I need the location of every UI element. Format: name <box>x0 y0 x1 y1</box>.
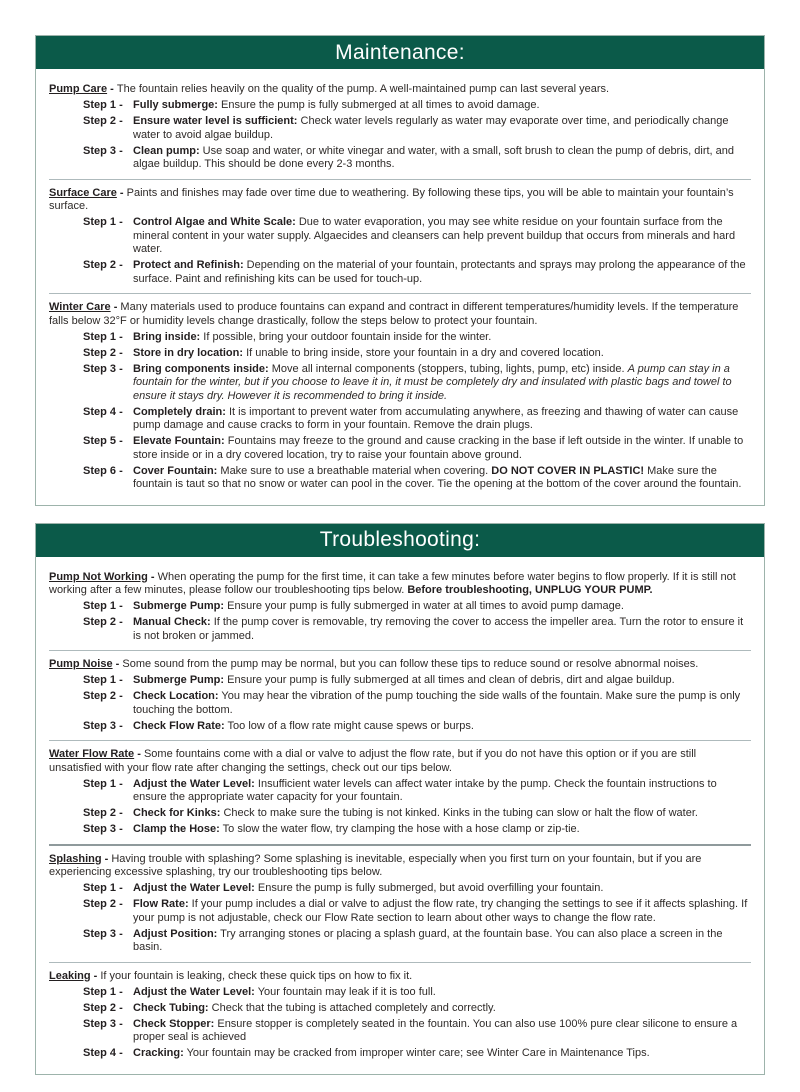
step-label: Step 1 - <box>83 674 123 686</box>
step-row <box>49 406 751 433</box>
intro-text-segment: Before troubleshooting, UNPLUG YOUR PUMP. <box>407 584 653 596</box>
step-text-segment: Completely drain: <box>133 405 226 418</box>
step-text-segment: Move all internal components (stoppers, tubing, lights, pump, etc) inside. <box>268 362 628 375</box>
step-text <box>133 674 751 688</box>
step-text-segment: It is important to prevent water from accumulating anywhere, as freezing and thawing of water can cause pump damage and cause cracks to form in your fountain. Remove the drain plugs. <box>133 405 739 431</box>
topic-intro <box>49 853 751 880</box>
step-text-segment: Ensure your pump is fully submerged at all times and clean of debris, dirt and algae buildup. <box>224 674 675 686</box>
step-text-segment: Your fountain may be cracked from improper winter care; see Winter Care in Maintenance Tips. <box>183 1047 650 1059</box>
step-label: Step 1 - <box>83 985 123 998</box>
step-label: Step 3 - <box>83 927 123 940</box>
step-text-segment: Store in dry location: <box>133 346 244 359</box>
topic-divider <box>49 962 751 963</box>
step-text <box>133 986 751 1000</box>
step-row <box>49 778 751 805</box>
intro-text-segment: - <box>107 83 117 95</box>
step-text-segment: Make sure to use a breathable material when covering. <box>217 464 492 477</box>
step-text-segment: To slow the water flow, try clamping the hose with a hose clamp or zip-tie. <box>219 823 580 835</box>
step-text <box>133 406 751 433</box>
step-text-segment: Protect and Refinish: <box>133 259 244 271</box>
step-text-segment: Ensure the pump is fully submerged at all times to avoid damage. <box>217 99 540 111</box>
step-text <box>133 928 751 955</box>
step-text-segment: Due to water evaporation, you may see white residue on your fountain surface from the mineral content in your water supply. Algaecides and cleansers can help prevent buildup that occurs from minerals and hard water. <box>133 216 736 255</box>
topic-heading: Pump Not Working <box>49 570 148 583</box>
step-label: Step 1 - <box>83 330 123 343</box>
step-label: Step 2 - <box>83 616 123 628</box>
step-text-segment: Bring inside: <box>133 330 201 343</box>
panel-title: Troubleshooting: <box>319 528 481 551</box>
step-text <box>133 363 751 404</box>
step-text-segment: If unable to bring inside, store your fountain in a dry and covered location. <box>243 346 604 359</box>
step-text-segment: Ensure stopper is completely seated in the fountain. You can also use 100% pure clear silicone to ensure a proper seal is achieved <box>133 1017 738 1043</box>
intro-text-segment: - <box>90 969 101 982</box>
step-text <box>133 720 751 734</box>
step-text-segment: Cover Fountain: <box>133 464 218 477</box>
topic-divider <box>49 179 751 180</box>
step-text <box>133 616 751 643</box>
step-label: Step 3 - <box>83 719 123 732</box>
step-text-segment: Ensure your pump is fully submerged in water at all times to avoid pump damage. <box>224 600 624 612</box>
topic-intro <box>49 658 751 672</box>
intro-text-segment: If your fountain is leaking, check these quick tips on how to fix it. <box>100 969 413 982</box>
step-label: Step 2 - <box>83 690 123 702</box>
intro-text-segment: - <box>134 748 144 760</box>
step-row <box>49 216 751 257</box>
step-text-segment: Cracking: <box>133 1047 184 1059</box>
step-text <box>133 435 751 462</box>
step-text-segment: Adjust the Water Level: <box>133 777 255 790</box>
step-text-segment: Submerge Pump: <box>133 674 225 686</box>
topic-leaking <box>49 970 751 1061</box>
step-text-segment: If possible, bring your outdoor fountain inside for the winter. <box>200 330 492 343</box>
step-row <box>49 465 751 492</box>
step-text-segment: DO NOT COVER IN PLASTIC! <box>491 464 645 477</box>
step-row <box>49 986 751 1000</box>
step-text-segment: Depending on the material of your fountain, protectants and sprays may prolong the appearance of the surface. Paint and refinishing kits can be used for touch-up. <box>133 259 746 285</box>
step-text <box>133 778 751 805</box>
step-text <box>133 331 751 345</box>
step-row <box>49 115 751 142</box>
step-row <box>49 882 751 896</box>
step-label: Step 2 - <box>83 1001 123 1014</box>
step-text <box>133 898 751 925</box>
step-text-segment: Use soap and water, or white vinegar and water, with a small, soft brush to clean the pump of debris, dirt, and algae buildup. This should be done every 2-3 months. <box>133 144 735 170</box>
topic-divider <box>49 293 751 294</box>
step-label: Step 2 - <box>83 259 123 271</box>
topic-pump-noise <box>49 658 751 733</box>
step-text <box>133 1047 751 1061</box>
step-row <box>49 616 751 643</box>
topic-pump-care <box>49 83 751 172</box>
step-row <box>49 1002 751 1016</box>
step-text-segment: Control Algae and White Scale: <box>133 216 296 228</box>
step-row <box>49 928 751 955</box>
step-row <box>49 99 751 113</box>
topic-intro <box>49 748 751 775</box>
topic-heading: Water Flow Rate <box>49 748 135 760</box>
step-label: Step 5 - <box>83 435 123 447</box>
panel-header <box>36 524 764 557</box>
step-row <box>49 347 751 361</box>
step-text <box>133 1018 751 1045</box>
step-text-segment: Clamp the Hose: <box>133 823 220 835</box>
step-label: Step 1 - <box>83 99 123 111</box>
topic-divider <box>49 844 751 846</box>
panel-body <box>36 69 764 505</box>
panel-header <box>36 36 764 69</box>
step-label: Step 3 - <box>83 1017 123 1030</box>
panel-title: Maintenance: <box>335 40 465 64</box>
step-row <box>49 674 751 688</box>
step-text-segment: Check for Kinks: <box>133 807 221 819</box>
panel-body <box>36 557 764 1074</box>
step-label: Step 2 - <box>83 898 123 910</box>
intro-text-segment: - <box>116 186 127 199</box>
step-text-segment: Bring components inside: <box>133 362 269 375</box>
topic-heading: Winter Care <box>49 301 111 313</box>
step-text-segment: Submerge Pump: <box>133 600 225 612</box>
step-text-segment: Adjust the Water Level: <box>133 985 255 998</box>
step-text-segment: Manual Check: <box>133 616 211 628</box>
topic-intro <box>49 83 751 97</box>
step-text-segment: Your fountain may leak if it is too full. <box>254 985 436 998</box>
step-text-segment: If the pump cover is removable, try removing the cover to access the impeller area. Turn the rotor to ensure it is not broken or jammed. <box>133 616 744 642</box>
intro-text-segment: - <box>147 570 158 583</box>
step-text-segment: Check to make sure the tubing is not kinked. Kinks in the tubing can slow or halt the flow of water. <box>220 807 698 819</box>
step-label: Step 1 - <box>83 882 123 894</box>
step-row <box>49 823 751 837</box>
topic-divider <box>49 650 751 651</box>
step-text <box>133 1002 751 1016</box>
step-label: Step 3 - <box>83 823 123 835</box>
panel-troubleshooting <box>35 523 765 1075</box>
step-row <box>49 807 751 821</box>
topic-pump-not-working <box>49 571 751 644</box>
topic-surface-care <box>49 187 751 287</box>
step-text <box>133 115 751 142</box>
step-text-segment: Check water levels regularly as water may evaporate over time, and periodically change water to avoid algae buildup. <box>133 115 729 141</box>
step-text-segment: You may hear the vibration of the pump touching the side walls of the fountain. Make sure the pump is only touching the bottom. <box>133 690 741 716</box>
step-row <box>49 690 751 717</box>
step-text-segment: Flow Rate: <box>133 898 189 910</box>
step-text-segment: Too low of a flow rate might cause spews or burps. <box>224 719 474 732</box>
step-text-segment: Check Flow Rate: <box>133 719 225 732</box>
topic-heading: Splashing <box>49 852 102 865</box>
step-label: Step 4 - <box>83 1047 123 1059</box>
step-label: Step 6 - <box>83 464 123 477</box>
step-row <box>49 363 751 404</box>
step-row <box>49 898 751 925</box>
panel-maintenance <box>35 35 765 506</box>
step-text-segment: Check Location: <box>133 690 219 702</box>
step-text-segment: Clean pump: <box>133 144 200 157</box>
step-text <box>133 145 751 172</box>
step-text-segment: Check Stopper: <box>133 1017 215 1030</box>
intro-text-segment: Having trouble with splashing? Some splashing is inevitable, especially when you first turn on your fountain, but if you are experiencing excessive splashing, try our troubleshooting tips below. <box>49 852 702 878</box>
step-row <box>49 1018 751 1045</box>
step-row <box>49 331 751 345</box>
step-label: Step 2 - <box>83 346 123 359</box>
step-row <box>49 600 751 614</box>
step-label: Step 3 - <box>83 144 123 157</box>
intro-text-segment: Paints and finishes may fade over time due to weathering. By following these tips, you will be able to maintain your fountain’s surface. <box>49 186 734 212</box>
intro-text-segment: - <box>112 658 123 670</box>
step-text <box>133 259 751 286</box>
step-text <box>133 882 751 896</box>
step-text-segment: Ensure water level is sufficient: <box>133 115 298 127</box>
step-label: Step 2 - <box>83 807 123 819</box>
intro-text-segment: Some fountains come with a dial or valve to adjust the flow rate, but if you do not have this option or if you are still unsatisfied with your flow rate after changing the settings, check out our tips below. <box>49 748 697 774</box>
step-text-segment: Check that the tubing is attached completely and correctly. <box>208 1001 496 1014</box>
step-label: Step 1 - <box>83 777 123 790</box>
step-text-segment: Fountains may freeze to the ground and cause cracking in the base if left outside in the winter. If unable to store inside or in a dry covered location, try to raise your fountain above ground. <box>133 435 744 461</box>
step-label: Step 2 - <box>83 115 123 127</box>
step-text-segment: Adjust Position: <box>133 927 218 940</box>
step-row <box>49 145 751 172</box>
step-text <box>133 600 751 614</box>
topic-water-flow-rate <box>49 748 751 837</box>
step-row <box>49 435 751 462</box>
topic-winter-care <box>49 301 751 492</box>
topic-intro <box>49 970 751 984</box>
intro-text-segment: When operating the pump for the first time, it can take a few minutes before water begins to flow properly. If it is still not working after a few minutes, please follow our troubleshooting tips below. <box>49 570 736 596</box>
step-text <box>133 823 751 837</box>
intro-text-segment: Many materials used to produce fountains can expand and contract in different temperatures/humidity levels. If the temperature falls below 32°F or humidity levels change drastically, follow the steps below to protect your fountain. <box>49 301 739 327</box>
step-row <box>49 1047 751 1061</box>
step-text <box>133 99 751 113</box>
step-row <box>49 259 751 286</box>
step-label: Step 1 - <box>83 600 123 612</box>
step-text-segment: A pump can stay in a fountain for the winter, but if you choose to leave it in, it must be completely dry and insulated with plastic bags and towel to ensure it stays dry. However it is recommended to bring it inside. <box>133 362 732 402</box>
topic-intro <box>49 571 751 598</box>
topic-heading: Pump Noise <box>49 658 113 670</box>
step-text <box>133 347 751 361</box>
step-label: Step 1 - <box>83 216 123 228</box>
topic-heading: Leaking <box>49 969 91 982</box>
topic-heading: Pump Care <box>49 83 108 95</box>
step-text <box>133 465 751 492</box>
topic-heading: Surface Care <box>49 186 117 199</box>
step-text-segment: Make sure the fountain is taut so that no snow or water can pool in the cover. Tie the opening at the bottom of the cover around the fountain. <box>133 464 742 490</box>
step-text-segment: Check Tubing: <box>133 1001 209 1014</box>
step-text-segment: Adjust the Water Level: <box>133 882 255 894</box>
step-label: Step 3 - <box>83 362 123 375</box>
topic-intro <box>49 187 751 214</box>
intro-text-segment: The fountain relies heavily on the quality of the pump. A well-maintained pump can last several years. <box>116 83 610 95</box>
step-text-segment: Try arranging stones or placing a splash guard, at the fountain base. You can also place a screen in the basin. <box>133 927 723 953</box>
intro-text-segment: - <box>110 301 121 313</box>
topic-divider <box>49 740 751 741</box>
step-text <box>133 690 751 717</box>
step-text <box>133 807 751 821</box>
step-text-segment: Ensure the pump is fully submerged, but avoid overfilling your fountain. <box>254 882 604 894</box>
step-row <box>49 720 751 734</box>
step-text-segment: If your pump includes a dial or valve to adjust the flow rate, try changing the settings to see if it affects splashing. If your pump is not adjustable, check our Flow Rate section to learn about other ways to change the flow rate. <box>133 898 748 924</box>
step-text <box>133 216 751 257</box>
step-text-segment: Elevate Fountain: <box>133 435 225 447</box>
intro-text-segment: Some sound from the pump may be normal, but you can follow these tips to reduce sound or resolve abnormal noises. <box>122 658 699 670</box>
step-text-segment: Insufficient water levels can affect water intake by the pump. Check the fountain instructions to ensure the appropriate water capacity for your fountain. <box>133 777 717 803</box>
intro-text-segment: - <box>101 852 112 865</box>
step-text-segment: Fully submerge: <box>133 99 218 111</box>
topic-splashing <box>49 853 751 955</box>
step-label: Step 4 - <box>83 405 123 418</box>
topic-intro <box>49 301 751 328</box>
